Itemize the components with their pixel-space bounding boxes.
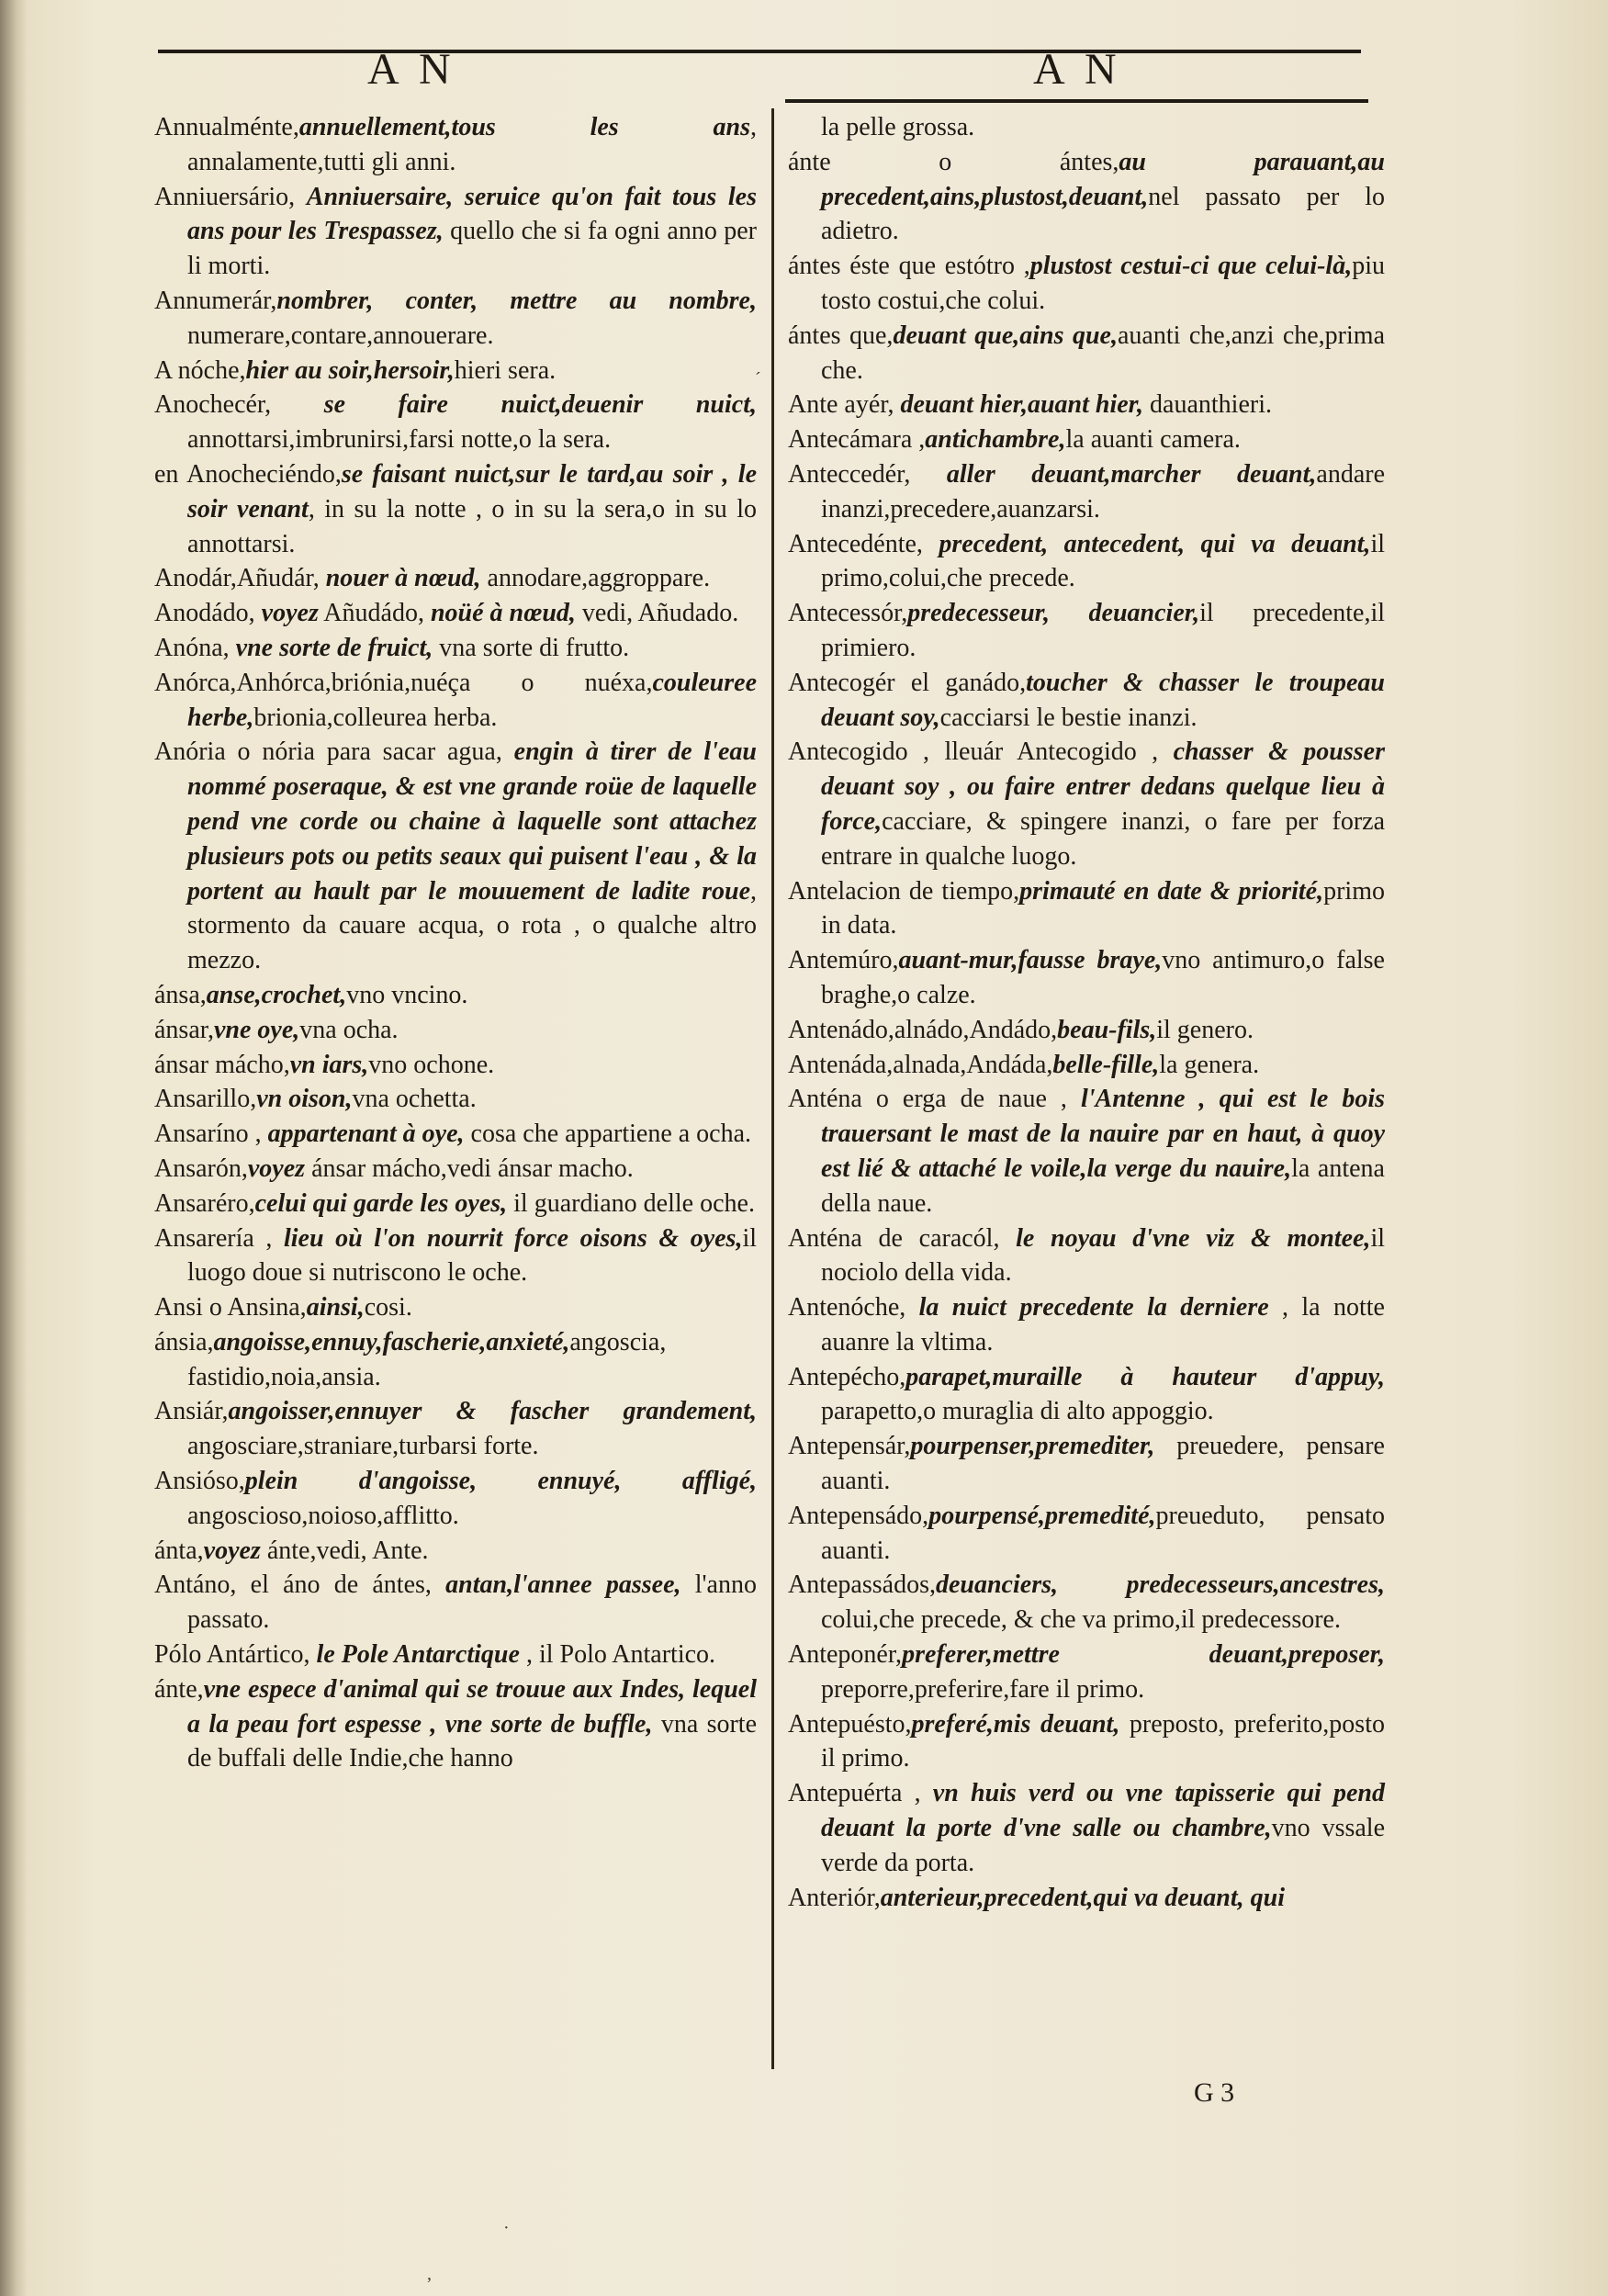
french-gloss: deuant que,ains que, — [893, 321, 1118, 350]
entry-text: nel passato per lo adietro. — [821, 182, 1385, 246]
french-gloss: preferé,mis deuant, — [911, 1709, 1120, 1739]
french-gloss: vn oison, — [256, 1085, 353, 1114]
entry-text: il guardiano delle oche. — [507, 1188, 755, 1218]
entry-text: Anodádo, — [154, 599, 262, 628]
french-gloss: deuant hier,auant hier, — [900, 390, 1144, 420]
french-gloss: primauté en date & priorité, — [1019, 876, 1324, 906]
entry-text: ánsia, — [154, 1327, 214, 1356]
entry-text: l'anno passato. — [187, 1570, 757, 1635]
entry-text: Anória o nória para sacar agua, — [154, 737, 514, 767]
french-gloss: anse,crochet, — [206, 980, 347, 1009]
entry-text: quello che si fa ogni anno per li morti. — [187, 217, 757, 281]
entry-text: primo in data. — [821, 876, 1385, 940]
dictionary-entry — [788, 1082, 1385, 1221]
dictionary-entry — [154, 354, 757, 388]
left-column — [154, 110, 757, 1776]
entry-text: Antepuésto, — [788, 1709, 912, 1739]
margin-mark: , — [427, 2264, 432, 2284]
entry-text: Ansióso, — [154, 1467, 245, 1496]
entry-text: Anochecér, — [154, 390, 324, 420]
french-gloss: voyez — [261, 599, 319, 628]
entry-text: Ansarón, — [154, 1154, 248, 1183]
dictionary-entry — [788, 1048, 1385, 1083]
dictionary-entry — [154, 1464, 757, 1534]
entry-text: Anórca,Anhórca,briónia,nuéça o nuéxa, — [154, 668, 653, 697]
dictionary-entry — [154, 1672, 757, 1776]
entry-text: la pelle grossa. — [821, 113, 975, 141]
entry-text: vna sorte di frutto. — [433, 633, 630, 662]
entry-text: angoscioso,noioso,afflitto. — [187, 1501, 459, 1530]
entry-text: angosciare,straniare,turbarsi forte. — [187, 1432, 539, 1461]
dictionary-entry — [788, 1881, 1385, 1916]
french-gloss: toucher & chasser le troupeau deuant soy, — [821, 668, 1386, 732]
entry-text: la auanti camera. — [1065, 425, 1241, 455]
dictionary-entry — [788, 1013, 1385, 1048]
entry-text: piu tosto costui,che colui. — [821, 252, 1385, 315]
french-gloss: vne oye, — [213, 1015, 300, 1044]
entry-text: Antelacion de tiempo, — [788, 876, 1020, 906]
entry-text: Anniuersário, — [154, 182, 307, 211]
entry-text: ánte, — [154, 1674, 204, 1704]
dictionary-entry — [788, 1221, 1385, 1291]
french-gloss: precedent, antecedent, qui va deuant, — [939, 529, 1371, 558]
french-gloss: nombrer, conter, mettre au nombre, — [276, 286, 757, 315]
dictionary-entry — [154, 1394, 757, 1464]
entry-text: Anodár,Añudár, — [154, 564, 326, 593]
entry-text: cosi. — [364, 1293, 412, 1322]
entry-text: Antecogér el ganádo, — [788, 668, 1027, 697]
entry-text: Antáno, el áno de ántes, — [154, 1570, 446, 1600]
running-head-right: A N — [1033, 45, 1122, 94]
dictionary-entry — [154, 1325, 757, 1395]
entry-text: andare inanzi,precedere,auanzarsi. — [821, 459, 1385, 523]
entry-text: Antepensár, — [788, 1432, 911, 1461]
french-gloss: deuanciers, predecesseurs,ancestres, — [935, 1570, 1385, 1600]
entry-text: , la notte auanre la vltima. — [821, 1293, 1385, 1356]
top-rule — [158, 50, 1361, 53]
dictionary-entry — [788, 1499, 1385, 1569]
french-gloss: voyez — [247, 1154, 306, 1183]
entry-text: annottarsi,imbrunirsi,farsi notte,o la sera. — [187, 425, 612, 455]
dictionary-entry — [788, 1707, 1385, 1777]
dictionary-entry — [788, 1776, 1385, 1880]
margin-mark: · — [503, 2218, 510, 2238]
dictionary-entry — [154, 110, 757, 180]
entry-text: Antenáda,alnada,Andáda, — [788, 1050, 1053, 1079]
french-gloss: ainsi, — [306, 1293, 365, 1322]
dictionary-entry — [788, 874, 1385, 944]
french-gloss: noüé à nœud, — [430, 599, 576, 628]
french-gloss: le Pole Antarctique — [316, 1640, 520, 1670]
entry-text: Antepensádo, — [788, 1501, 929, 1530]
dictionary-entry — [788, 735, 1385, 873]
entry-text: cacciare, & spingere inanzi, o fare per forza entrare in qualche luogo. — [821, 806, 1385, 871]
french-gloss: couleuree herbe, — [187, 668, 757, 732]
entry-text: dauanthieri. — [1143, 390, 1272, 420]
entry-text: vna ochetta. — [352, 1085, 477, 1114]
dictionary-entry — [788, 943, 1385, 1013]
entry-text: ánsa, — [154, 980, 207, 1009]
dictionary-entry — [154, 1187, 757, 1221]
entry-text: hieri sera. — [454, 355, 557, 385]
entry-text: vno antimuro,o false braghe,o calze. — [821, 946, 1385, 1009]
dictionary-entry — [788, 422, 1385, 457]
entry-text: vno vssale verde da porta. — [821, 1814, 1385, 1877]
french-gloss: l'Antenne , qui est le bois trauersant le mast de la nauire par en haut, à quoy est lié & attaché le voile,la verge du nauire, — [821, 1085, 1385, 1183]
dictionary-entry — [154, 1117, 757, 1152]
french-gloss: se faisant nuict,sur le tard,au soir , le soir venant — [187, 459, 757, 523]
entry-text: preueduto, pensato auanti. — [821, 1501, 1385, 1565]
entry-text: Añudádo, — [318, 599, 431, 628]
dictionary-entry — [788, 145, 1385, 249]
french-gloss: antan,l'annee passee, — [445, 1570, 681, 1600]
dictionary-entry — [154, 1013, 757, 1048]
french-gloss: vne espece d'animal qui se trouue aux Indes, lequel a la peau fort espesse , vne sorte de buffle, — [187, 1674, 757, 1739]
entry-text: Anteponér, — [788, 1640, 903, 1670]
french-gloss: la nuict precedente la derniere — [918, 1293, 1269, 1322]
dictionary-entry — [788, 457, 1385, 527]
french-gloss: parapet,muraille à hauteur d'appuy, — [905, 1362, 1385, 1391]
french-gloss: vn iars, — [289, 1050, 369, 1079]
dictionary-entry — [788, 388, 1385, 422]
french-gloss: belle-fille, — [1052, 1050, 1160, 1079]
french-gloss: lieu où l'on nourrit force oisons & oyes, — [283, 1223, 743, 1253]
entry-text: Ansaréro, — [154, 1188, 255, 1218]
entry-text: il genero. — [1156, 1015, 1254, 1044]
dictionary-entry — [788, 666, 1385, 736]
french-gloss: celui qui garde les oyes, — [254, 1188, 508, 1218]
entry-text: ánsar mácho,vedi ánsar macho. — [305, 1154, 634, 1183]
french-gloss: plein d'angoisse, ennuyé, affligé, — [244, 1467, 757, 1496]
entry-text: Ansarería , — [154, 1223, 284, 1253]
dictionary-entry — [154, 1290, 757, 1325]
running-head-left: A N — [367, 45, 456, 94]
dictionary-entry — [154, 180, 757, 284]
entry-text: ánte o ántes, — [788, 147, 1119, 176]
entry-text: il nociolo della vida. — [821, 1223, 1385, 1288]
dictionary-entry — [154, 978, 757, 1013]
french-gloss: hier au soir,hersoir, — [245, 355, 455, 385]
entry-text: Antecogido , lleuár Antecogido , — [788, 737, 1174, 767]
entry-text: Annumerár, — [154, 286, 277, 315]
entry-text: annodare,aggroppare. — [480, 564, 711, 593]
entry-text: preuedere, pensare auanti. — [821, 1432, 1385, 1496]
entry-text: auanti che,anzi che,prima che. — [821, 321, 1385, 385]
dictionary-entry — [154, 1152, 757, 1187]
entry-text: Anténa de caracól, — [788, 1223, 1017, 1253]
entry-text: cosa che appartiene a ocha. — [464, 1120, 752, 1149]
dictionary-entry — [154, 1048, 757, 1083]
dictionary-entry — [788, 319, 1385, 388]
entry-text: ántes que, — [788, 321, 894, 350]
entry-text: Pólo Antártico, — [154, 1640, 317, 1670]
french-gloss: Anniuersaire, seruice qu'on fait tous les ans pour les Trespassez, — [187, 182, 757, 246]
entry-text: Antecedénte, — [788, 529, 939, 558]
entry-text: Antepécho, — [788, 1362, 906, 1391]
entry-text: ánte,vedi, Ante. — [260, 1536, 429, 1565]
entry-text: Anténa o erga de naue , — [788, 1085, 1081, 1114]
french-gloss: chasser & pousser deuant soy , ou faire entrer dedans quelque lieu à force, — [821, 737, 1385, 836]
french-gloss: plustost cestui-ci que celui-là, — [1029, 252, 1353, 281]
entry-text: il primo,colui,che precede. — [821, 529, 1385, 593]
french-gloss: au parauant,au precedent,ains,plustost,deuant, — [821, 147, 1385, 211]
entry-text: Ansarillo, — [154, 1085, 257, 1114]
entry-text: en Anocheciéndo, — [154, 459, 342, 489]
margin-mark: ´ — [755, 369, 761, 389]
dictionary-entry — [154, 1638, 757, 1672]
french-gloss: le noyau d'vne viz & montee, — [1016, 1223, 1371, 1253]
entry-text: Antenóche, — [788, 1293, 919, 1322]
french-gloss: antichambre, — [925, 425, 1066, 455]
entry-text: il precedente,il primiero. — [821, 599, 1386, 662]
dictionary-entry — [154, 735, 757, 978]
dictionary-entry — [788, 596, 1385, 666]
dictionary-entry — [154, 1568, 757, 1638]
head-rule-right — [785, 99, 1368, 103]
column-divider — [771, 108, 774, 2069]
french-gloss: appartenant à oye, — [267, 1120, 465, 1149]
entry-text: Anóna, — [154, 633, 236, 662]
entry-text: Antemúro, — [788, 946, 899, 975]
entry-text: Antecámara , — [788, 425, 926, 455]
entry-text: Antenádo,alnádo,Andádo, — [788, 1015, 1058, 1044]
french-gloss: vne sorte de fruict, — [235, 633, 433, 662]
dictionary-entry — [788, 1290, 1385, 1360]
entry-text: il luogo doue si nutriscono le oche. — [187, 1223, 758, 1288]
french-gloss: pourpensé,premedité, — [928, 1501, 1156, 1530]
french-gloss: auant-mur,fausse braye, — [898, 946, 1163, 975]
entry-text: , il Polo Antartico. — [519, 1640, 716, 1670]
entry-text: preporre,preferire,fare il primo. — [821, 1674, 1145, 1704]
entry-text: Anteccedér, — [788, 459, 947, 489]
dictionary-entry — [154, 284, 757, 354]
entry-text: A nóche, — [154, 355, 246, 385]
entry-text: Anteriór, — [788, 1883, 881, 1912]
dictionary-entry — [788, 249, 1385, 319]
french-gloss: vn huis verd ou vne tapisserie qui pend deuant la porte d'vne salle ou chambre, — [821, 1779, 1386, 1843]
dictionary-entry — [788, 1429, 1385, 1499]
entry-text: ánsar mácho, — [154, 1050, 290, 1079]
french-gloss: voyez — [203, 1536, 261, 1565]
entry-text: , annalamente,tutti gli anni. — [187, 113, 757, 176]
french-gloss: se faire nuict,deuenir nuict, — [323, 390, 757, 420]
entry-text: Annualménte, — [154, 113, 299, 141]
page-gutter-shadow — [0, 0, 28, 2296]
dictionary-entry — [788, 1568, 1385, 1638]
right-column — [788, 110, 1385, 1915]
dictionary-entry — [788, 110, 1385, 145]
entry-text: vna sorte de buffali delle Indie,che hanno — [187, 1709, 757, 1773]
french-gloss: pourpenser,premediter, — [910, 1432, 1155, 1461]
entry-text: ánta, — [154, 1536, 204, 1565]
entry-text: ánsar, — [154, 1015, 214, 1044]
dictionary-entry — [154, 596, 757, 631]
entry-text: ántes éste que estótro , — [788, 252, 1030, 281]
entry-text: , in su la notte , o in su la sera,o in su lo annottarsi. — [187, 494, 757, 558]
entry-text: Antepuérta , — [788, 1779, 933, 1808]
french-gloss: nouer à nœud, — [325, 564, 481, 593]
french-gloss: predecesseur, deuancier, — [907, 599, 1200, 628]
dictionary-entry — [788, 1638, 1385, 1707]
entry-text: Ansiár, — [154, 1397, 229, 1426]
entry-text: vna ocha. — [299, 1015, 399, 1044]
entry-text: Ante ayér, — [788, 390, 901, 420]
entry-text: Antecessór, — [788, 599, 908, 628]
entry-text: angoscia, fastidio,noia,ansia. — [187, 1327, 667, 1391]
dictionary-entry — [788, 1360, 1385, 1430]
dictionary-entry — [154, 1534, 757, 1569]
french-gloss: angoisse,ennuy,fascherie,anxieté, — [213, 1327, 570, 1356]
dictionary-entry — [154, 666, 757, 736]
entry-text: vno vncino. — [346, 980, 468, 1009]
dictionary-entry — [154, 1082, 757, 1117]
entry-text: , stormento da cauare acqua, o rota , o qualche altro mezzo. — [187, 876, 757, 975]
dictionary-entry — [154, 1221, 757, 1291]
french-gloss: anterieur,precedent,qui va deuant, qui — [880, 1883, 1285, 1912]
signature-mark: G 3 — [1194, 2077, 1235, 2108]
entry-text: Ansi o Ansina, — [154, 1293, 307, 1322]
entry-text: vedi, Añudado. — [575, 599, 739, 628]
dictionary-entry — [154, 561, 757, 596]
entry-text: Antepassádos, — [788, 1570, 936, 1600]
entry-text: numerare,contare,annouerare. — [187, 321, 494, 350]
french-gloss: beau-fils, — [1057, 1015, 1157, 1044]
french-gloss: preferer,mettre deuant,preposer, — [902, 1640, 1385, 1670]
entry-text: brionia,colleurea herba. — [253, 703, 498, 732]
entry-text: parapetto,o muraglia di alto appoggio. — [821, 1397, 1214, 1426]
entry-text: preposto, preferito,posto il primo. — [821, 1709, 1385, 1773]
french-gloss: aller deuant,marcher deuant, — [946, 459, 1317, 489]
entry-text: la antena della naue. — [821, 1154, 1385, 1218]
french-gloss: annuellement,tous les ans — [298, 113, 750, 141]
dictionary-entry — [154, 631, 757, 666]
entry-text: vno ochone. — [368, 1050, 495, 1079]
entry-text: cacciarsi le bestie inanzi. — [939, 703, 1198, 732]
entry-text: colui,che precede, & che va primo,il predecessore. — [821, 1605, 1341, 1635]
french-gloss: engin à tirer de l'eau nommé poseraque, & est vne grande roüe de laquelle pend vne corde ou chaine à laquelle sont attachez plusieurs pots ou petits seaux qui puisent l'eau , & la portent au hault par le mouuement de ladite roue — [187, 737, 757, 906]
dictionary-entry — [788, 527, 1385, 597]
dictionary-entry — [154, 457, 757, 561]
french-gloss: angoisser,ennuyer & fascher grandement, — [228, 1397, 757, 1426]
entry-text: la genera. — [1159, 1050, 1260, 1079]
dictionary-entry — [154, 388, 757, 457]
entry-text: Ansaríno , — [154, 1120, 268, 1149]
